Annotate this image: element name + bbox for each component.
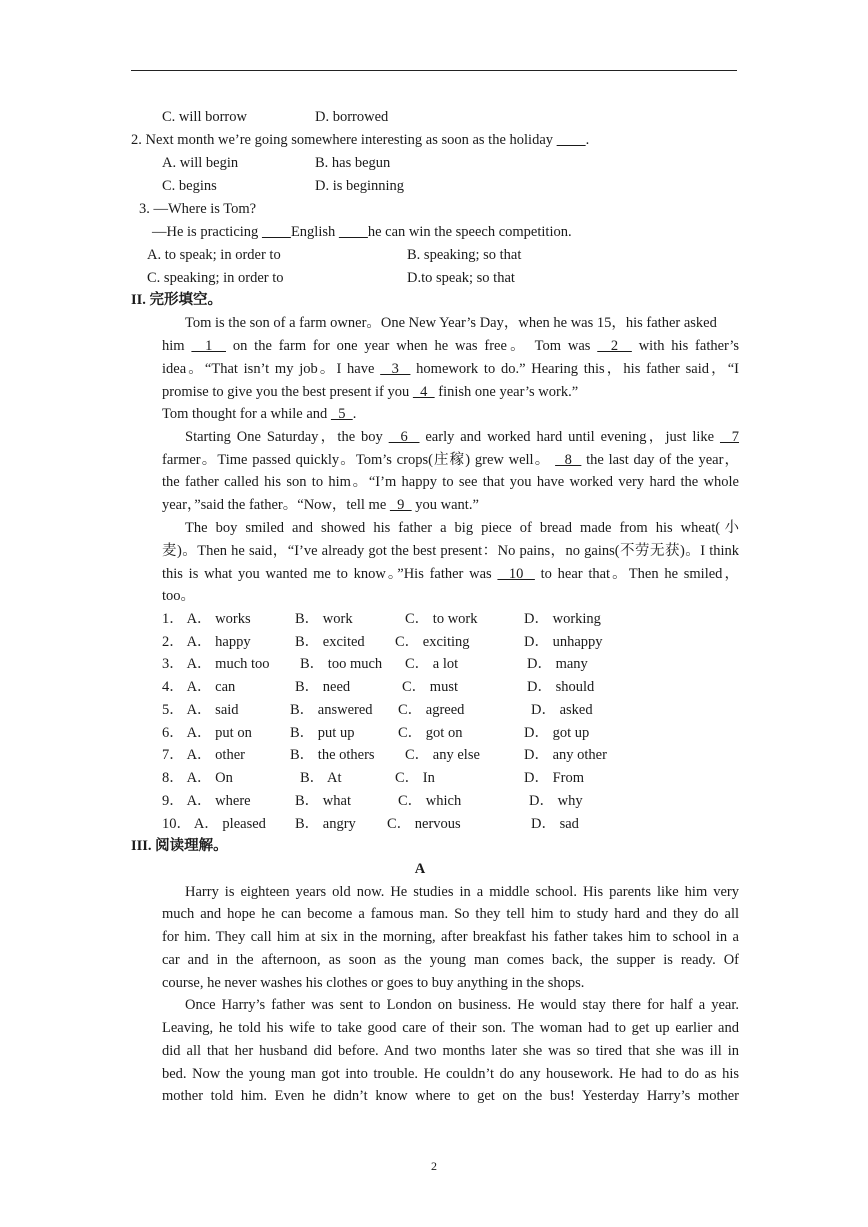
q3-option-d: D.to speak; so that [407, 270, 515, 286]
cloze-line-3 [162, 360, 739, 378]
cloze-option-3d: D． many [527, 656, 588, 672]
passage-label: A [414, 861, 426, 877]
cloze-option-6a: 6． A． put on [162, 725, 252, 741]
cloze-option-5c: C． agreed [398, 702, 465, 718]
passage-line: did all that her husband did before. And two months later she was so tired that she was ill in [162, 1043, 739, 1059]
q2-option-a: A. will begin [162, 155, 239, 171]
q3-option-c: C. speaking; in order to [147, 270, 284, 286]
cloze-option-5d: D． asked [531, 702, 593, 718]
cloze-blank-3: 3 [380, 361, 411, 377]
cloze-text: year，”said the father。“Now，tell me [162, 497, 387, 513]
cloze-blank-9: 9 [389, 497, 412, 513]
cloze-option-7b: B． the others [290, 747, 375, 763]
cloze-option-2b: B． excited [295, 634, 365, 650]
cloze-option-10a: 10． A． pleased [162, 816, 266, 832]
cloze-blank-10: 10 [497, 566, 535, 582]
cloze-text: on the farm for one year when he was free。 Tom was [232, 338, 591, 354]
cloze-option-4c: C． must [402, 679, 458, 695]
q3-option-a: A. to speak; in order to [147, 247, 281, 263]
cloze-option-7a: 7． A． other [162, 747, 245, 763]
passage-line: mother told him. Even he didn’t know where to get on the bus! Yesterday Harry’s mother [162, 1088, 739, 1104]
cloze-text: idea。“That isn’t my job。I have [162, 361, 375, 377]
cloze-blank-6: 6 [388, 429, 420, 445]
q3-line2-pre: —He is practicing [152, 224, 259, 240]
cloze-text: Tom thought for a while and [162, 406, 328, 422]
passage-line: course, he never washes his clothes or goes to buy anything in the shops. [162, 975, 585, 991]
q3-blank-2 [339, 224, 368, 240]
q2-option-c: C. begins [162, 178, 217, 194]
cloze-blank-7: 7 [719, 429, 740, 445]
cloze-line-7 [162, 451, 739, 469]
cloze-option-8a: 8． A． On [162, 770, 233, 786]
cloze-option-6b: B． put up [290, 725, 355, 741]
cloze-line-13: too。 [162, 588, 196, 604]
header-rule [131, 70, 737, 71]
cloze-blank-5: 5 [330, 406, 353, 422]
passage-line: bed. Now the young man got into trouble. He couldn’t do any housework. He had to do as his [162, 1066, 739, 1082]
cloze-line-10: The boy smiled and showed his father a big piece of bread made from his wheat(小 [185, 520, 739, 536]
q3-option-b: B. speaking; so that [407, 247, 522, 263]
cloze-blank-4: 4 [412, 384, 435, 400]
q2-stem [131, 131, 589, 149]
cloze-option-8c: C． In [395, 770, 435, 786]
cloze-option-8b: B． At [300, 770, 342, 786]
cloze-option-2c: C． exciting [395, 634, 470, 650]
cloze-line-6 [185, 428, 739, 446]
cloze-line-2 [162, 337, 739, 355]
q3-line1: 3. —Where is Tom? [139, 201, 257, 217]
passage-line: much and hope he can become a famous man. So they tell him to study hard and they do all [162, 906, 739, 922]
q3-blank-1 [262, 224, 291, 240]
cloze-text: the last day of the year， [586, 452, 740, 468]
cloze-text: to hear that。Then he smiled， [540, 566, 740, 582]
q1-option-d: D. borrowed [315, 109, 389, 125]
cloze-option-2d: D． unhappy [524, 634, 603, 650]
cloze-option-10b: B． angry [295, 816, 356, 832]
passage-line: Harry is eighteen years old now. He studies in a middle school. His parents like him very [185, 884, 739, 900]
cloze-blank-2: 2 [597, 338, 632, 354]
cloze-option-9d: D． why [529, 793, 583, 809]
cloze-line-9 [162, 496, 479, 514]
cloze-option-1b: B． work [295, 611, 353, 627]
cloze-line-1: Tom is the son of a farm owner。One New Year’s Day，when he was 15，his father asked [185, 315, 717, 331]
passage-line: Once Harry’s father was sent to London on business. He would stay there for half a year. [185, 997, 739, 1013]
cloze-option-8d: D． From [524, 770, 585, 786]
cloze-option-1c: C． to work [405, 611, 478, 627]
cloze-option-5b: B． answered [290, 702, 373, 718]
cloze-text: early and worked hard until evening，just like [425, 429, 715, 445]
cloze-option-7c: C． any else [405, 747, 480, 763]
cloze-option-4a: 4． A． can [162, 679, 236, 695]
cloze-option-6d: D． got up [524, 725, 590, 741]
cloze-option-3a: 3． A． much too [162, 656, 270, 672]
section-3-title: III. 阅读理解。 [131, 838, 228, 854]
cloze-line-12 [162, 565, 739, 583]
q2-end: . [585, 132, 590, 148]
cloze-option-10d: D． sad [531, 816, 579, 832]
q3-line2-mid: English [290, 224, 336, 240]
cloze-option-6c: C． got on [398, 725, 463, 741]
cloze-text: . [352, 406, 357, 422]
cloze-option-10c: C． nervous [387, 816, 461, 832]
cloze-blank-8: 8 [555, 452, 582, 468]
cloze-line-4 [162, 383, 578, 401]
cloze-option-9a: 9． A． where [162, 793, 251, 809]
q2-blank [557, 132, 586, 148]
cloze-blank-1: 1 [191, 338, 226, 354]
q3-line2-post: he can win the speech competition. [367, 224, 572, 240]
cloze-text: farmer。Time passed quickly。Tom’s crops(庄稼) grew well。 [162, 452, 551, 468]
passage-line: Leaving, he told his wife to take good care of their son. The woman had to get up earlier and [162, 1020, 739, 1036]
cloze-text: finish one year’s work.” [438, 384, 579, 400]
cloze-text: with his father’s [638, 338, 740, 354]
page-number: 2 [431, 1159, 437, 1173]
cloze-option-9b: B． what [295, 793, 351, 809]
cloze-option-7d: D． any other [524, 747, 607, 763]
passage-line: car and in the afternoon, as soon as the young man comes back, the supper is ready. Of [162, 952, 739, 968]
q2-stem-text: 2. Next month we’re going somewhere interesting as soon as the holiday [131, 132, 554, 148]
cloze-text: him [162, 338, 185, 354]
cloze-text: promise to give you the best present if you [162, 384, 410, 400]
section-2-title: II. 完形填空。 [131, 292, 223, 308]
cloze-line-11: 麦)。Then he said，“I’ve already got the best present：No pains，no gains(不劳无获)。I think [162, 543, 739, 559]
cloze-line-5 [162, 405, 356, 423]
cloze-option-5a: 5． A． said [162, 702, 239, 718]
q3-line2 [152, 223, 572, 241]
cloze-option-4b: B． need [295, 679, 351, 695]
cloze-option-2a: 2． A． happy [162, 634, 251, 650]
cloze-text: you want.” [415, 497, 479, 513]
cloze-option-3b: B． too much [300, 656, 383, 672]
cloze-option-3c: C． a lot [405, 656, 459, 672]
cloze-text: Starting One Saturday，the boy [185, 429, 383, 445]
passage-line: for him. They call him at six in the morning, after breakfast his father takes him to school in a [162, 929, 739, 945]
cloze-line-8: the father called his son to him。“I’m happy to see that you have worked very hard the whole [162, 474, 739, 490]
q1-option-c: C. will borrow [162, 109, 247, 125]
cloze-option-1a: 1． A． works [162, 611, 251, 627]
q2-option-d: D. is beginning [315, 178, 405, 194]
cloze-text: homework to do.” Hearing this，his father said，“I [416, 361, 740, 377]
cloze-text: this is what you wanted me to know。”His father was [162, 566, 492, 582]
cloze-option-4d: D． should [527, 679, 595, 695]
cloze-option-1d: D． working [524, 611, 601, 627]
cloze-option-9c: C． which [398, 793, 462, 809]
q2-option-b: B. has begun [315, 155, 391, 171]
